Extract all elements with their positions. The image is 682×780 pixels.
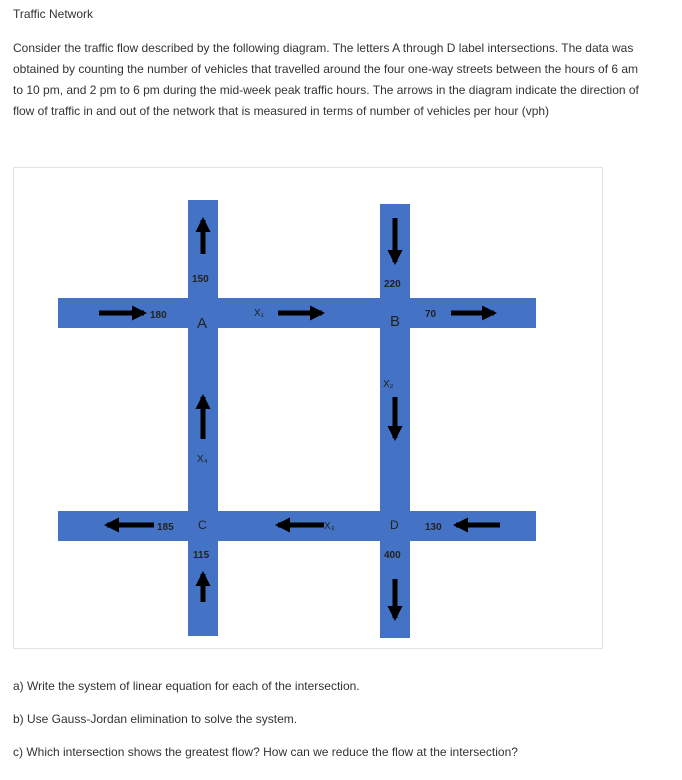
- question-b: b) Use Gauss-Jordan elimination to solve the system.: [13, 712, 298, 726]
- variable-label-x3: X₃: [324, 521, 335, 532]
- variable-label-x1: X₁: [254, 308, 265, 319]
- variable-label-x2: X₂: [383, 379, 394, 390]
- flow-label-150: 150: [192, 274, 209, 285]
- problem-description: Consider the traffic flow described by the following diagram. The letters A through D label intersections. The data was obtained by counting the number of vehicles that travelled around the four one-way streets between the hours of 6 am to 10 pm, and 2 pm to 6 pm during the mid-week peak traffic hours. The arrows in the diagram indicate the direction of flow of traffic in and out of the network that is measured in terms of number of vehicles per hour (vph): [13, 41, 639, 118]
- flow-label-130: 130: [425, 522, 442, 533]
- flow-label-220: 220: [384, 279, 401, 290]
- question-c: c) Which intersection shows the greatest flow? How can we reduce the flow at the intersection?: [13, 745, 518, 759]
- diagram-canvas: [14, 168, 604, 650]
- flow-label-115: 115: [193, 550, 210, 561]
- flow-label-400: 400: [384, 550, 401, 561]
- intersection-label-A: A: [197, 315, 208, 332]
- variable-label-x4: X₄: [197, 454, 208, 465]
- intersection-label-D: D: [390, 518, 399, 532]
- traffic-network-diagram: [13, 167, 603, 649]
- flow-label-180: 180: [150, 310, 167, 321]
- flow-label-185: 185: [157, 522, 174, 533]
- page-title: Traffic Network: [13, 7, 94, 21]
- intersection-label-C: C: [198, 518, 207, 532]
- intersection-label-B: B: [390, 313, 401, 330]
- flow-label-70: 70: [425, 309, 437, 320]
- question-a: a) Write the system of linear equation for each of the intersection.: [13, 679, 360, 693]
